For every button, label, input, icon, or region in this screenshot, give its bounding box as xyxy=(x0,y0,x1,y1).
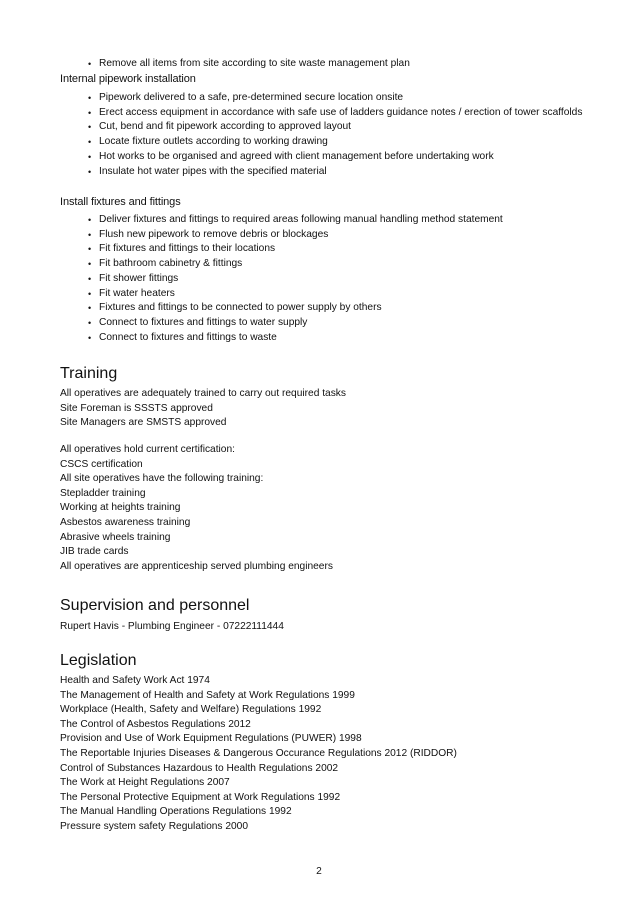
text-line: The Reportable Injuries Diseases & Dangerous Occurance Regulations 2012 (RIDDOR) xyxy=(60,747,457,759)
bullet-item: • Pipework delivered to a safe, pre-determined secure location onsite xyxy=(99,91,638,106)
text-line: All site operatives have the following training: xyxy=(60,473,264,485)
bullet-item: • Locate fixture outlets according to working drawing xyxy=(99,135,638,150)
training-group-2 xyxy=(0,443,333,574)
internal-pipework-heading: Internal pipework installation xyxy=(60,73,196,85)
page-number: 2 xyxy=(316,866,322,877)
text-line: The Work at Height Regulations 2007 xyxy=(60,777,230,789)
text-line: Provision and Use of Work Equipment Regulations (PUWER) 1998 xyxy=(60,733,362,745)
text-line: Rupert Havis - Plumbing Engineer - 07222111444 xyxy=(60,621,284,632)
text-line: Pressure system safety Regulations 2000 xyxy=(60,820,248,832)
text-line: All operatives are apprenticeship served plumbing engineers xyxy=(60,560,333,572)
text-line: Working at heights training xyxy=(60,502,181,514)
bullet-item: • Connect to fixtures and fittings to water supply xyxy=(99,316,638,331)
bullet-item: • Fixtures and fittings to be connected to power supply by others xyxy=(99,301,638,316)
bullet-item: • Fit shower fittings xyxy=(99,272,638,287)
text-line: All operatives are adequately trained to carry out required tasks xyxy=(60,388,346,399)
text-line: Asbestos awareness training xyxy=(60,516,191,528)
text-line: Abrasive wheels training xyxy=(60,531,171,543)
bullet-item: • Flush new pipework to remove debris or blockages xyxy=(99,228,638,243)
text-line: Workplace (Health, Safety and Welfare) Regulations 1992 xyxy=(60,704,322,716)
internal-pipework-list xyxy=(0,91,638,179)
training-group-1 xyxy=(0,387,346,431)
text-line: The Management of Health and Safety at Work Regulations 1999 xyxy=(60,689,355,701)
text-line: All operatives hold current certification: xyxy=(60,444,235,455)
training-heading: Training xyxy=(60,365,118,382)
text-line: Site Managers are SMSTS approved xyxy=(60,417,227,429)
text-line: Site Foreman is SSSTS approved xyxy=(60,402,213,414)
supervision-heading: Supervision and personnel xyxy=(60,597,250,614)
text-line: Health and Safety Work Act 1974 xyxy=(60,675,210,686)
bullet-item: • Fit fixtures and fittings to their locations xyxy=(99,242,638,257)
bullet-item: • Remove all items from site according to site waste management plan xyxy=(99,57,638,72)
supervision-lines xyxy=(0,620,284,635)
text-line: Control of Substances Hazardous to Health Regulations 2002 xyxy=(60,762,339,774)
bullet-item: • Hot works to be organised and agreed with client management before undertaking work xyxy=(99,150,638,165)
bullet-item: • Fit bathroom cabinetry & fittings xyxy=(99,257,638,272)
install-fixtures-heading: Install fixtures and fittings xyxy=(60,196,181,208)
text-line: CSCS certification xyxy=(60,458,143,470)
legislation-lines xyxy=(0,674,457,835)
bullet-item: • Cut, bend and fit pipework according to approved layout xyxy=(99,120,638,135)
bullet-item: • Deliver fixtures and fittings to required areas following manual handling method statement xyxy=(99,213,638,228)
text-line: Stepladder training xyxy=(60,487,146,499)
text-line: The Control of Asbestos Regulations 2012 xyxy=(60,718,251,730)
bullet-item: • Erect access equipment in accordance with safe use of ladders guidance notes / erection of tower scaffolds xyxy=(99,106,638,121)
legislation-heading: Legislation xyxy=(60,652,137,669)
bullet-item: • Connect to fixtures and fittings to waste xyxy=(99,331,638,346)
text-line: JIB trade cards xyxy=(60,546,129,558)
text-line: The Personal Protective Equipment at Work Regulations 1992 xyxy=(60,791,341,803)
text-line: The Manual Handling Operations Regulations 1992 xyxy=(60,806,292,818)
install-fixtures-list xyxy=(0,213,638,345)
bullet-item: • Fit water heaters xyxy=(99,287,638,302)
bullet-item: • Insulate hot water pipes with the specified material xyxy=(99,165,638,180)
intro-bullet-list xyxy=(0,57,638,72)
